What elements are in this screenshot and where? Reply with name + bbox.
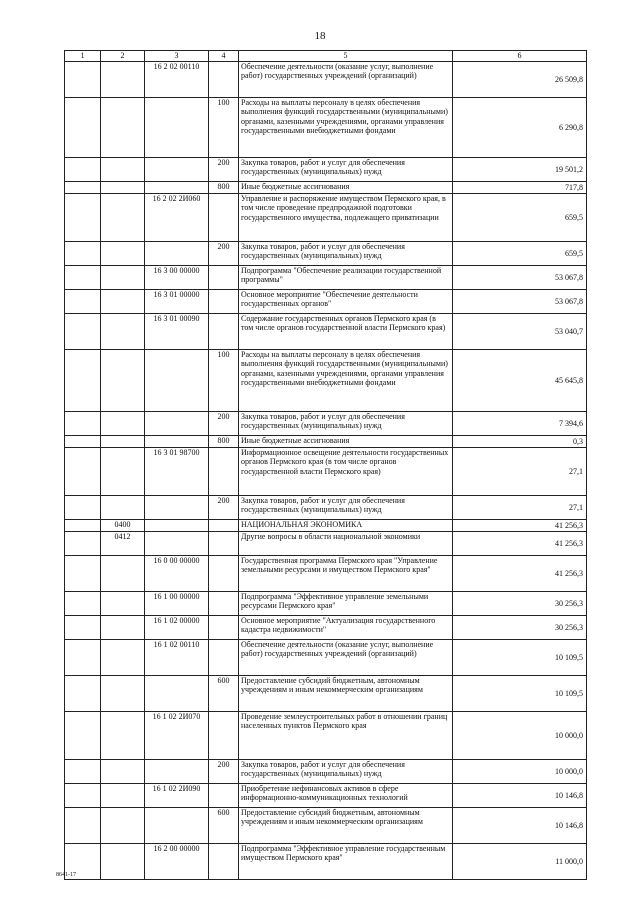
subsection-code bbox=[101, 98, 145, 158]
expense-type-code: 100 bbox=[209, 98, 239, 158]
table-row bbox=[65, 712, 587, 760]
target-article-code bbox=[145, 242, 209, 266]
subsection-code bbox=[101, 242, 145, 266]
subsection-code bbox=[101, 412, 145, 436]
table-row bbox=[65, 676, 587, 712]
row-amount: 10 109,5 bbox=[453, 676, 587, 712]
expense-type-code bbox=[209, 592, 239, 616]
subsection-code bbox=[101, 436, 145, 448]
row-amount: 0,3 bbox=[453, 436, 587, 448]
section-code bbox=[65, 242, 101, 266]
subsection-code bbox=[101, 592, 145, 616]
section-code bbox=[65, 556, 101, 592]
section-code bbox=[65, 412, 101, 436]
row-description: Закупка товаров, работ и услуг для обеспечения государственных (муниципальных) нужд bbox=[239, 496, 453, 520]
document-code: 8641-17 bbox=[56, 872, 76, 878]
target-article-code bbox=[145, 532, 209, 556]
expense-type-code bbox=[209, 844, 239, 880]
table-row bbox=[65, 784, 587, 808]
table-row bbox=[65, 556, 587, 592]
row-amount: 27,1 bbox=[453, 448, 587, 496]
row-amount: 53 040,7 bbox=[453, 314, 587, 350]
row-amount: 27,1 bbox=[453, 496, 587, 520]
table-row bbox=[65, 182, 587, 194]
row-description: НАЦИОНАЛЬНАЯ ЭКОНОМИКА bbox=[239, 520, 453, 532]
budget-table bbox=[64, 50, 587, 880]
expense-type-code bbox=[209, 266, 239, 290]
row-description: Обеспечение деятельности (оказание услуг, выполнение работ) государственных учреждений (организаций) bbox=[239, 62, 453, 98]
section-code bbox=[65, 676, 101, 712]
expense-type-code: 200 bbox=[209, 412, 239, 436]
subsection-code bbox=[101, 62, 145, 98]
target-article-code: 16 1 00 00000 bbox=[145, 592, 209, 616]
subsection-code bbox=[101, 760, 145, 784]
table-row bbox=[65, 290, 587, 314]
section-code bbox=[65, 448, 101, 496]
target-article-code: 16 2 02 00110 bbox=[145, 62, 209, 98]
table-row bbox=[65, 808, 587, 844]
row-description: Закупка товаров, работ и услуг для обеспечения государственных (муниципальных) нужд bbox=[239, 760, 453, 784]
table-row bbox=[65, 194, 587, 242]
row-amount: 6 290,8 bbox=[453, 98, 587, 158]
header-col-6: 6 bbox=[453, 51, 587, 62]
row-amount: 19 501,2 bbox=[453, 158, 587, 182]
row-description: Основное мероприятие "Актуализация государственного кадастра недвижимости" bbox=[239, 616, 453, 640]
row-amount: 53 067,8 bbox=[453, 266, 587, 290]
row-amount: 10 146,8 bbox=[453, 784, 587, 808]
target-article-code bbox=[145, 808, 209, 844]
expense-type-code: 600 bbox=[209, 808, 239, 844]
expense-type-code bbox=[209, 314, 239, 350]
section-code bbox=[65, 496, 101, 520]
row-description: Иные бюджетные ассигнования bbox=[239, 182, 453, 194]
table-row bbox=[65, 62, 587, 98]
row-description: Управление и распоряжение имуществом Пермского края, в том числе проведение предпродажной подготовки государственного имущества, подлежащего приватизации bbox=[239, 194, 453, 242]
row-amount: 45 645,8 bbox=[453, 350, 587, 412]
header-col-1: 1 bbox=[65, 51, 101, 62]
subsection-code bbox=[101, 314, 145, 350]
table-row bbox=[65, 532, 587, 556]
row-amount: 41 256,3 bbox=[453, 520, 587, 532]
expense-type-code bbox=[209, 616, 239, 640]
row-amount: 10 146,8 bbox=[453, 808, 587, 844]
row-description: Информационное освещение деятельности государственных органов Пермского края (в том числе органов государственной власти Пермского края) bbox=[239, 448, 453, 496]
table-row bbox=[65, 640, 587, 676]
target-article-code bbox=[145, 412, 209, 436]
section-code bbox=[65, 592, 101, 616]
table-row bbox=[65, 436, 587, 448]
row-description: Предоставление субсидий бюджетным, автономным учреждениям и иным некоммерческим организациям bbox=[239, 676, 453, 712]
section-code bbox=[65, 158, 101, 182]
section-code bbox=[65, 640, 101, 676]
row-description: Подпрограмма "Обеспечение реализации государственной программы" bbox=[239, 266, 453, 290]
target-article-code: 16 2 02 2И060 bbox=[145, 194, 209, 242]
expense-type-code: 600 bbox=[209, 676, 239, 712]
expense-type-code bbox=[209, 62, 239, 98]
expense-type-code bbox=[209, 532, 239, 556]
subsection-code bbox=[101, 350, 145, 412]
target-article-code: 16 3 01 00000 bbox=[145, 290, 209, 314]
header-col-4: 4 bbox=[209, 51, 239, 62]
expense-type-code bbox=[209, 712, 239, 760]
expense-type-code bbox=[209, 520, 239, 532]
table-row bbox=[65, 242, 587, 266]
row-description: Закупка товаров, работ и услуг для обеспечения государственных (муниципальных) нужд bbox=[239, 412, 453, 436]
expense-type-code: 800 bbox=[209, 182, 239, 194]
section-code bbox=[65, 784, 101, 808]
subsection-code bbox=[101, 784, 145, 808]
row-amount: 10 109,5 bbox=[453, 640, 587, 676]
subsection-code bbox=[101, 712, 145, 760]
subsection-code bbox=[101, 182, 145, 194]
table-row bbox=[65, 592, 587, 616]
row-amount: 10 000,0 bbox=[453, 712, 587, 760]
row-amount: 7 394,6 bbox=[453, 412, 587, 436]
row-description: Приобретение нефинансовых активов в сфере информационно-коммуникационных технологий bbox=[239, 784, 453, 808]
target-article-code bbox=[145, 760, 209, 784]
subsection-code bbox=[101, 266, 145, 290]
row-amount: 30 256,3 bbox=[453, 592, 587, 616]
target-article-code bbox=[145, 158, 209, 182]
row-amount: 30 256,3 bbox=[453, 616, 587, 640]
target-article-code bbox=[145, 98, 209, 158]
table-row bbox=[65, 314, 587, 350]
row-description: Проведение землеустроительных работ в отношении границ населенных пунктов Пермского края bbox=[239, 712, 453, 760]
target-article-code: 16 3 01 98700 bbox=[145, 448, 209, 496]
expense-type-code: 800 bbox=[209, 436, 239, 448]
section-code bbox=[65, 98, 101, 158]
target-article-code bbox=[145, 520, 209, 532]
section-code bbox=[65, 194, 101, 242]
section-code bbox=[65, 350, 101, 412]
row-amount: 659,5 bbox=[453, 194, 587, 242]
subsection-code bbox=[101, 194, 145, 242]
row-description: Расходы на выплаты персоналу в целях обеспечения выполнения функций государственными (муниципальными) органами, казенными учреждениями, органами управления государственными внебюджетными фондами bbox=[239, 98, 453, 158]
section-code bbox=[65, 62, 101, 98]
target-article-code: 16 1 02 2И090 bbox=[145, 784, 209, 808]
expense-type-code bbox=[209, 290, 239, 314]
row-amount: 41 256,3 bbox=[453, 556, 587, 592]
table-row bbox=[65, 158, 587, 182]
row-description: Содержание государственных органов Пермского края (в том числе органов государственной власти Пермского края) bbox=[239, 314, 453, 350]
section-code bbox=[65, 616, 101, 640]
table-header-row bbox=[65, 51, 587, 62]
expense-type-code: 200 bbox=[209, 496, 239, 520]
section-code bbox=[65, 182, 101, 194]
target-article-code: 16 1 02 00000 bbox=[145, 616, 209, 640]
section-code bbox=[65, 314, 101, 350]
row-description: Государственная программа Пермского края "Управление земельными ресурсами и имуществом Пермского края" bbox=[239, 556, 453, 592]
target-article-code: 16 3 00 00000 bbox=[145, 266, 209, 290]
row-amount: 53 067,8 bbox=[453, 290, 587, 314]
expense-type-code: 200 bbox=[209, 158, 239, 182]
row-description: Расходы на выплаты персоналу в целях обеспечения выполнения функций государственными (муниципальными) органами, казенными учреждениями, органами управления государственными внебюджетными фондами bbox=[239, 350, 453, 412]
expense-type-code: 200 bbox=[209, 242, 239, 266]
header-col-3: 3 bbox=[145, 51, 209, 62]
section-code bbox=[65, 290, 101, 314]
subsection-code: 0400 bbox=[101, 520, 145, 532]
subsection-code bbox=[101, 158, 145, 182]
table-row bbox=[65, 98, 587, 158]
target-article-code bbox=[145, 436, 209, 448]
row-amount: 41 256,3 bbox=[453, 532, 587, 556]
section-code bbox=[65, 436, 101, 448]
row-description: Основное мероприятие "Обеспечение деятельности государственных органов" bbox=[239, 290, 453, 314]
table-row bbox=[65, 496, 587, 520]
row-description: Подпрограмма "Эффективное управление государственным имуществом Пермского края" bbox=[239, 844, 453, 880]
table-row bbox=[65, 616, 587, 640]
subsection-code bbox=[101, 496, 145, 520]
subsection-code bbox=[101, 616, 145, 640]
target-article-code bbox=[145, 182, 209, 194]
row-description: Предоставление субсидий бюджетным, автономным учреждениям и иным некоммерческим организациям bbox=[239, 808, 453, 844]
table-row bbox=[65, 844, 587, 880]
table-row bbox=[65, 266, 587, 290]
row-description: Обеспечение деятельности (оказание услуг, выполнение работ) государственных учреждений (организаций) bbox=[239, 640, 453, 676]
table-row bbox=[65, 412, 587, 436]
table-row bbox=[65, 448, 587, 496]
header-col-5: 5 bbox=[239, 51, 453, 62]
target-article-code bbox=[145, 676, 209, 712]
table-row bbox=[65, 350, 587, 412]
expense-type-code: 100 bbox=[209, 350, 239, 412]
section-code bbox=[65, 520, 101, 532]
subsection-code bbox=[101, 676, 145, 712]
row-description: Закупка товаров, работ и услуг для обеспечения государственных (муниципальных) нужд bbox=[239, 158, 453, 182]
subsection-code bbox=[101, 290, 145, 314]
row-description: Подпрограмма "Эффективное управление земельными ресурсами Пермского края" bbox=[239, 592, 453, 616]
expense-type-code bbox=[209, 194, 239, 242]
expense-type-code bbox=[209, 784, 239, 808]
section-code bbox=[65, 532, 101, 556]
row-amount: 659,5 bbox=[453, 242, 587, 266]
target-article-code: 16 2 00 00000 bbox=[145, 844, 209, 880]
row-description: Другие вопросы в области национальной экономики bbox=[239, 532, 453, 556]
row-description: Иные бюджетные ассигнования bbox=[239, 436, 453, 448]
expense-type-code: 200 bbox=[209, 760, 239, 784]
subsection-code bbox=[101, 844, 145, 880]
subsection-code: 0412 bbox=[101, 532, 145, 556]
row-description: Закупка товаров, работ и услуг для обеспечения государственных (муниципальных) нужд bbox=[239, 242, 453, 266]
row-amount: 717,8 bbox=[453, 182, 587, 194]
target-article-code: 16 1 02 2И070 bbox=[145, 712, 209, 760]
target-article-code: 16 3 01 00090 bbox=[145, 314, 209, 350]
target-article-code bbox=[145, 496, 209, 520]
subsection-code bbox=[101, 448, 145, 496]
header-col-2: 2 bbox=[101, 51, 145, 62]
row-amount: 10 000,0 bbox=[453, 760, 587, 784]
table-row bbox=[65, 760, 587, 784]
section-code bbox=[65, 760, 101, 784]
expense-type-code bbox=[209, 640, 239, 676]
row-amount: 26 509,8 bbox=[453, 62, 587, 98]
section-code bbox=[65, 712, 101, 760]
table-row bbox=[65, 520, 587, 532]
row-amount: 11 000,0 bbox=[453, 844, 587, 880]
subsection-code bbox=[101, 556, 145, 592]
target-article-code bbox=[145, 350, 209, 412]
expense-type-code bbox=[209, 556, 239, 592]
page-number: 18 bbox=[314, 30, 326, 42]
expense-type-code bbox=[209, 448, 239, 496]
subsection-code bbox=[101, 808, 145, 844]
subsection-code bbox=[101, 640, 145, 676]
section-code bbox=[65, 808, 101, 844]
section-code bbox=[65, 266, 101, 290]
target-article-code: 16 0 00 00000 bbox=[145, 556, 209, 592]
target-article-code: 16 1 02 00110 bbox=[145, 640, 209, 676]
